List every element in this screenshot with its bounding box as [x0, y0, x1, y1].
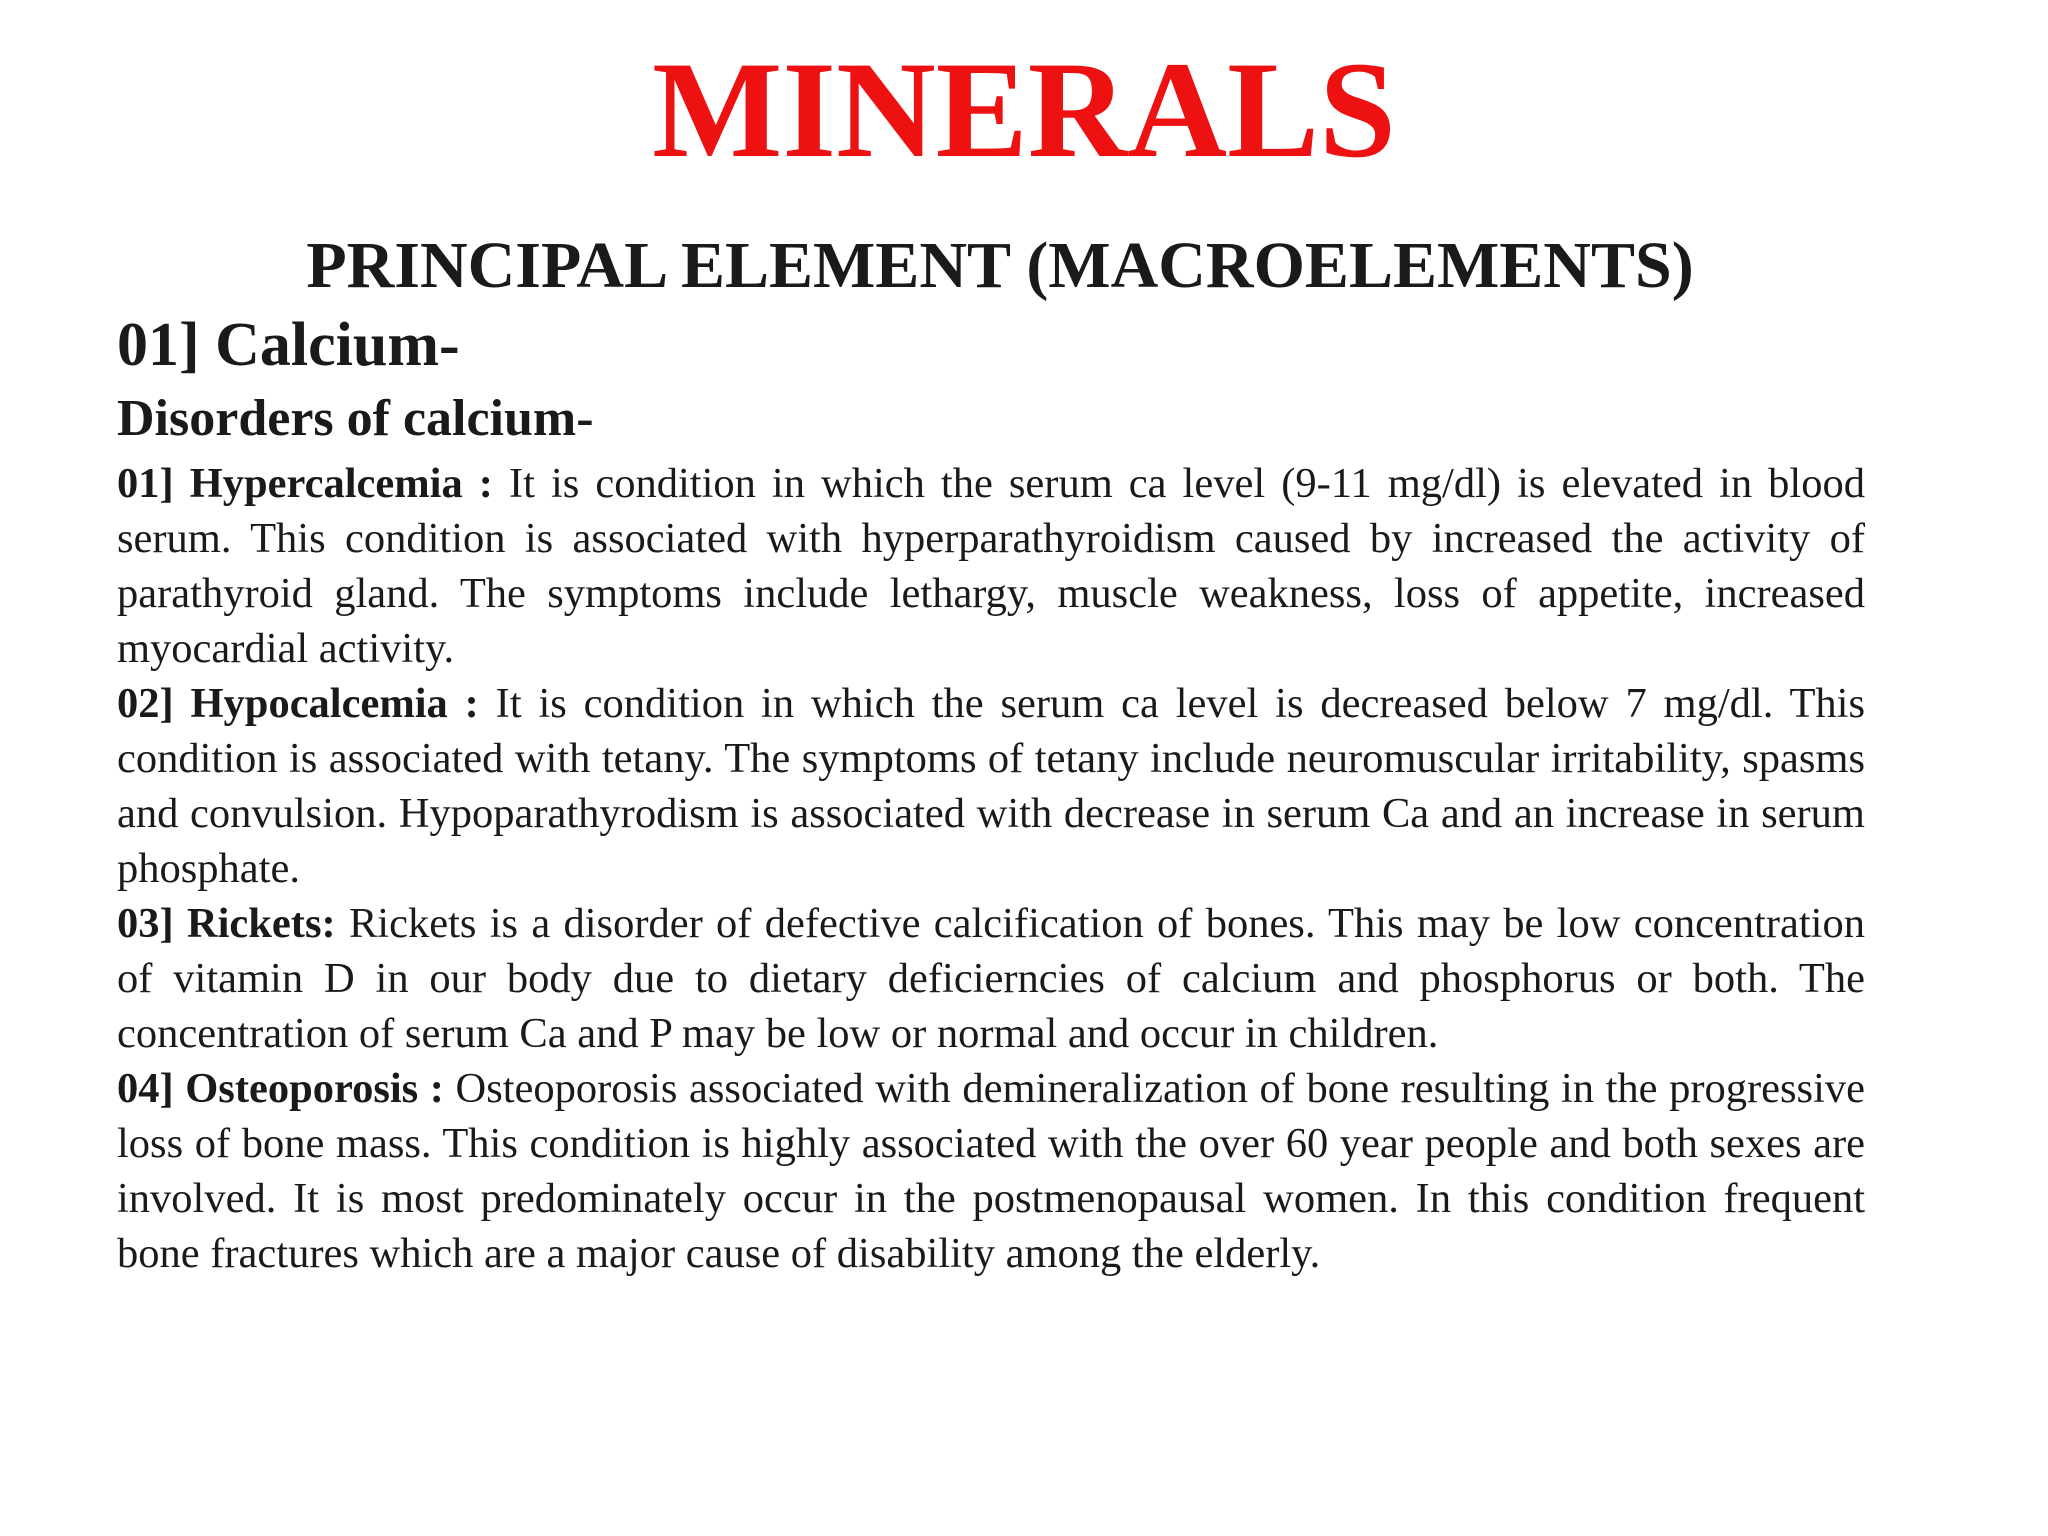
disorder-hypercalcemia: [117, 456, 1865, 676]
disorder-term: 03] Rickets:: [117, 900, 336, 947]
disorder-text: Rickets is a disorder of defective calcification of bones. This may be low concentration of vitamin D in our body due to dietary deficierncies of calcium and phosphorus or both. The concentration of serum Ca and P may be low or normal and occur in children.: [117, 900, 1865, 1057]
content-body: [117, 306, 1865, 1281]
page-subtitle: PRINCIPAL ELEMENT (MACROELEMENTS): [306, 229, 1694, 302]
section-heading: 01] Calcium-: [117, 311, 460, 379]
subsection-heading: Disorders of calcium-: [117, 390, 594, 447]
page-title: MINERALS: [652, 33, 1396, 186]
disorder-text: It is condition in which the serum ca level is decreased below 7 mg/dl. This condition is associated with tetany. The symptoms of tetany include neuromuscular irritability, spasms and convulsion. Hypoparathyrodism is associated with decrease in serum Ca and an increase in serum phosphate.: [117, 680, 1865, 892]
disorder-term: 02] Hypocalcemia :: [117, 680, 479, 727]
disorder-term: 01] Hypercalcemia :: [117, 460, 493, 507]
disorder-hypocalcemia: [117, 676, 1865, 896]
disorder-text: Osteoporosis associated with demineralization of bone resulting in the progressive loss of bone mass. This condition is highly associated with the over 60 year people and both sexes are involved. It is most predominately occur in the postmenopausal women. In this condition frequent bone fractures which are a major cause of disability among the elderly.: [117, 1065, 1865, 1277]
disorder-term: 04] Osteoporosis :: [117, 1065, 444, 1112]
disorder-osteoporosis: [117, 1061, 1865, 1281]
disorder-text: It is condition in which the serum ca level (9-11 mg/dl) is elevated in blood serum. This condition is associated with hyperparathyroidism caused by increased the activity of parathyroid gland. The symptoms include lethargy, muscle weakness, loss of appetite, increased myocardial activity.: [117, 460, 1865, 672]
disorder-rickets: [117, 896, 1865, 1061]
